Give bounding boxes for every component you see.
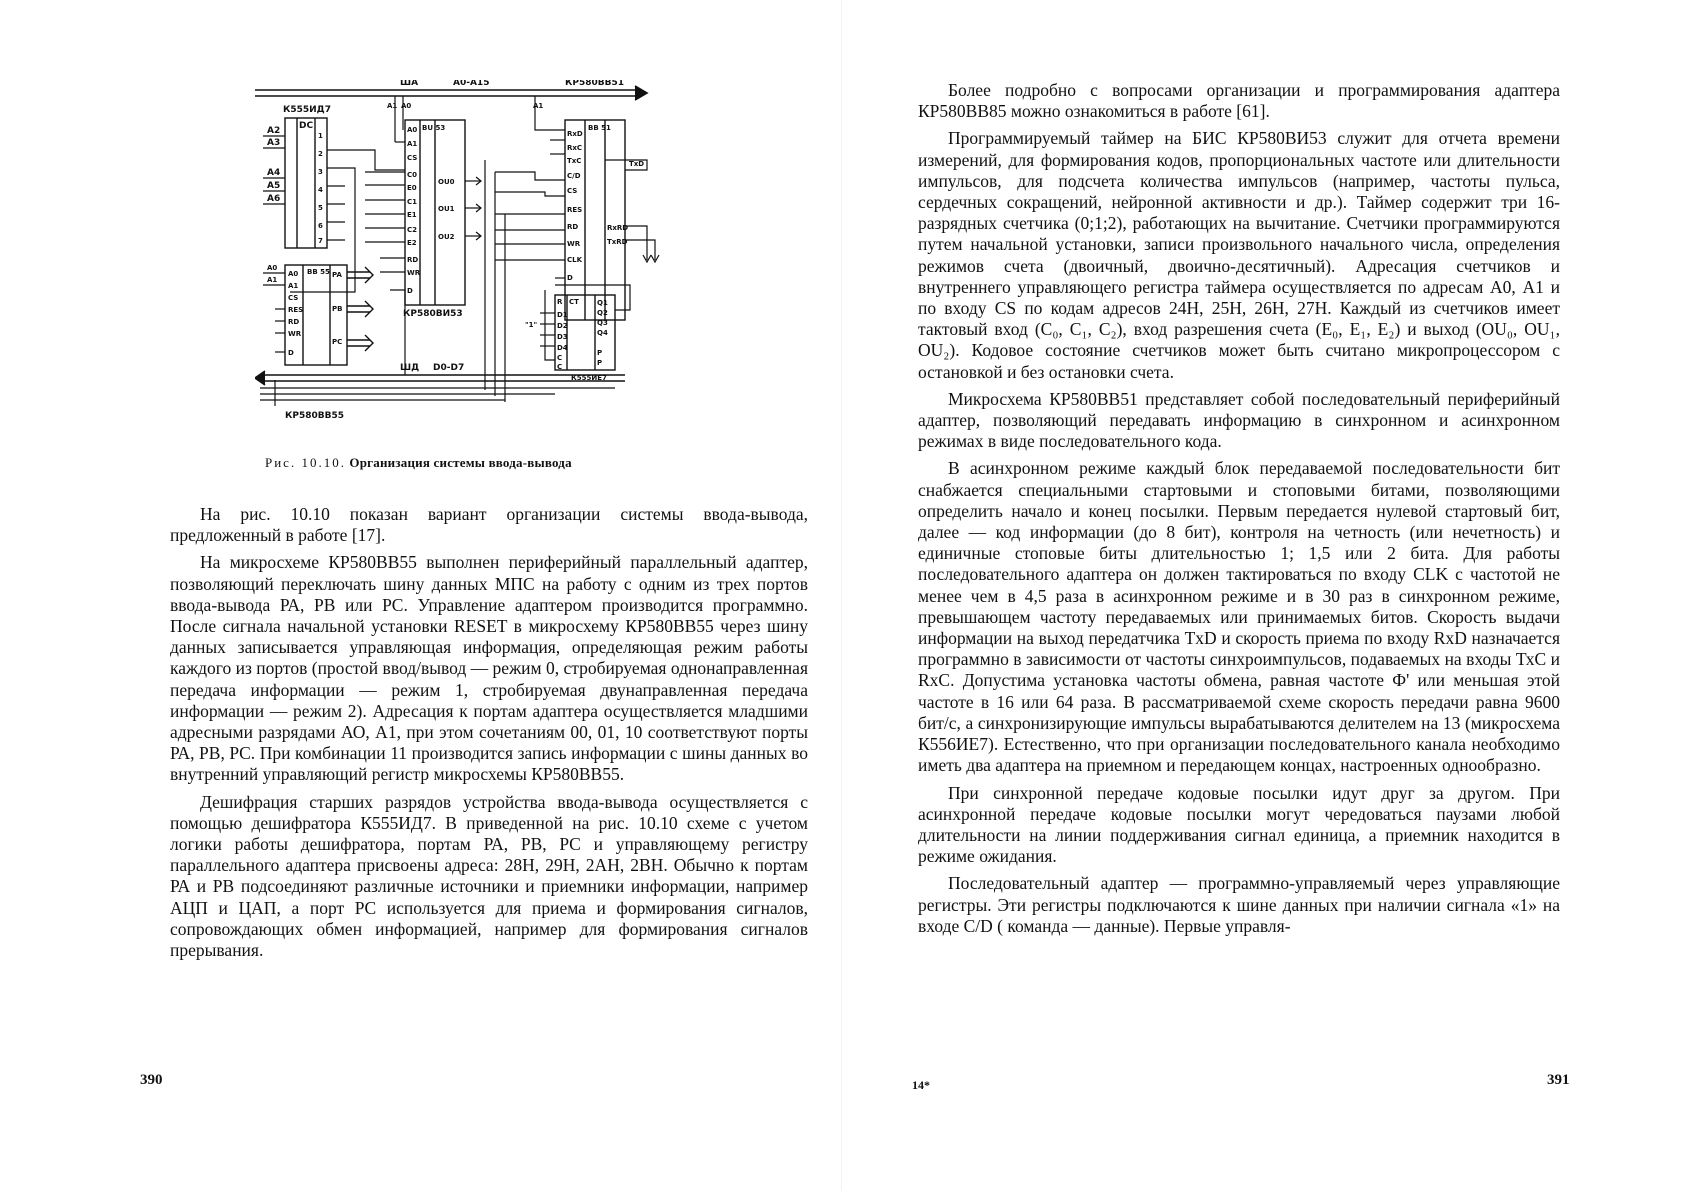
left-page: [0, 0, 841, 1191]
usart-output-rxrd: RxRD: [607, 224, 629, 232]
counter-input-c1: C: [557, 354, 563, 362]
timer-input-c1: C1: [407, 198, 418, 206]
paragraph: Микросхема КР580ВВ51 представляет собой последовательный периферийный адаптер, позволяющий передавать информацию в синхронном и асинхронном режимах в виде последовательного кода.: [918, 388, 1560, 452]
usart-output-txd: TxD: [629, 160, 645, 168]
decoder-input-a6: A6: [267, 194, 281, 204]
counter-function: CT: [569, 298, 579, 306]
usart-input-res: RES: [567, 206, 583, 214]
ppi-input-res: RES: [288, 306, 304, 314]
counter-input-d4: D4: [557, 344, 568, 352]
paragraph: Последовательный адаптер — программно-управляемый через управляющие регистры. Эти регистры подключаются к шине данных при наличии сигнала «1» на входе C/D ( команда — данные). Первые управля-: [918, 873, 1560, 936]
usart-input-rxd: RxD: [567, 130, 583, 138]
ppi-port-pb: PB: [332, 305, 343, 313]
paragraph: Дешифрация старших разрядов устройства ввода-вывода осуществляется с помощью дешифратора К555ИД7. В приведенной на рис. 10.10 схеме с учетом логики работы дешифратора, портам РА, РВ, PC и управляющему регистру параллельного адаптера присвоены адреса: 28Н, 29Н, 2АН, 2ВН. Обычно к портам РА и РВ подсоединяют различные источники и приемники информации, например АЦП и ЦАП, а порт PC используется для приема и формирования сигналов, сопровождающих обмен информацией, например для формирования сигналов прерывания.: [170, 791, 808, 961]
decoder-output-4: 4: [318, 186, 323, 194]
timer-input-d: D: [407, 287, 413, 295]
decoder-input-a4: A4: [267, 168, 281, 178]
figure-caption: [265, 455, 685, 471]
caption-lead: Рис. 10.10.: [265, 455, 346, 470]
decoder-output-2: 2: [318, 150, 323, 158]
decoder-label: К555ИД7: [283, 105, 331, 115]
timer-input-a0: A0: [407, 126, 418, 134]
timer-input-c2: C2: [407, 226, 418, 234]
paragraph: В асинхронном режиме каждый блок передаваемой последовательности бит снабжается специальными стартовыми и стоповыми битами, позволяющими определить начало и конец посылки. Первым передается нулевой стартовый бит, далее — код информации (до 8 бит), контроля на четность (или нечетность) и единичные стоповые биты длительностью 1; 1,5 или 2 бита. Для работы последовательного адаптера он должен тактироваться по входу CLK с частотой не менее чем в 4,5 раза в асинхронном режиме и в 30 раз в синхронном режиме, превышающем частоту передаваемых или принимаемых битов. Скорость выдачи информации на выход передатчика TxD и скорость приема по входу RxD назначается программно в зависимости от частоты синхроимпульсов, подаваемых на входы ТхС и RxC. Допустима установка частоты обмена, равная частоте Ф' или меньшая этой частоте в 16 или 64 раза. В рассматриваемой схеме скорость передачи равна 9600 бит/с, а синхронизирующие импульсы вырабатываются делителем на 13 (микросхема К556ИЕ7). Естественно, что при организации последовательного канала необходимо иметь два адаптера на приемном и передающем концах, настроенных однообразно.: [918, 458, 1560, 776]
ppi-function: BB 55: [307, 268, 330, 276]
ppi-inputs: [288, 270, 303, 357]
decoder-input-a2: A2: [267, 126, 281, 136]
counter-label: К555ИЕ7: [571, 374, 607, 382]
ppi-ports: [332, 271, 342, 346]
page-number-left: 390: [140, 1072, 163, 1088]
right-body-text: [918, 80, 1560, 943]
data-bus-range: D0-D7: [433, 363, 465, 373]
ppi-input-d: D: [288, 349, 294, 357]
caption-text: Организация системы ввода-вывода: [349, 455, 572, 470]
signature-mark: 14*: [912, 1078, 930, 1092]
counter-input-d3: D3: [557, 333, 568, 341]
decoder-outputs: [318, 132, 323, 245]
ppi-input-wr: WR: [288, 330, 302, 338]
left-body-text: [170, 504, 808, 967]
usart-output-txrd: TxRD: [607, 238, 628, 246]
timer-output-ou1: OU1: [438, 205, 455, 213]
decoder-output-5: 5: [318, 204, 323, 212]
ppi-input-rd: RD: [288, 318, 300, 326]
counter-outputs: [597, 299, 608, 367]
decoder-input-a5: A5: [267, 181, 281, 191]
counter-output-q2: Q2: [597, 309, 608, 317]
ppi-bottom-label: КР580ВВ55: [285, 411, 344, 421]
timer-input-rd: RD: [407, 256, 419, 264]
address-bus-label: ША: [400, 80, 419, 88]
timer-input-a1: A1: [407, 140, 418, 148]
timer-output-ou2: OU2: [438, 233, 455, 241]
decoder-output-7: 7: [318, 237, 323, 245]
decoder-output-1: 1: [318, 132, 323, 140]
usart-inputs: [567, 130, 583, 282]
timer-input-wr: WR: [407, 269, 421, 277]
paragraph: На микросхеме КР580ВВ55 выполнен периферийный параллельный адаптер, позволяющий переключать шину данных МПС на работу с одним из трех портов ввода-вывода РА, РВ или PC. Управление адаптером производится программно. После сигнала начальной установки RESET в микросхему КР580ВВ55 через шину данных записывается управляющая информация, определяющая режим работы каждого из портов (простой ввод/вывод — режим 0, стробируемая однонаправленная передача информации — режим 1, стробируемая двунаправленная передача информации — режим 2). Адресация к портам адаптера осуществляется младшими адресными разрядами АО, A1, при этом сочетаниям 00, 01, 10 соответствуют порты РА, РВ, PC. При комбинации 11 производится запись информации с шины данных во внутренний управляющий регистр микросхемы КР580ВВ55.: [170, 552, 808, 785]
ppi-input-a1: A1: [288, 282, 299, 290]
ppi-a1-signal: A1: [267, 276, 278, 284]
timer-input-e2: E2: [407, 239, 417, 247]
const-one-label: "1": [525, 321, 538, 329]
ppi-port-pa: PA: [332, 271, 342, 279]
timer-output-ou0: OU0: [438, 178, 455, 186]
counter-output-q4: Q4: [597, 329, 608, 337]
usart-input-clk: CLK: [567, 256, 583, 264]
usart-function: BB 51: [588, 124, 611, 132]
timer-input-e0: E0: [407, 184, 417, 192]
timer-a0-label: A0: [401, 102, 412, 110]
ppi-input-a0: A0: [288, 270, 299, 278]
timer-inputs: [407, 126, 421, 295]
counter-output-q1: Q1: [597, 299, 608, 307]
page-number-right: 391: [1547, 1072, 1570, 1088]
address-bus: [255, 86, 647, 100]
usart-input-d: D: [567, 274, 573, 282]
counter-inputs: [557, 298, 568, 371]
decoder-inputs: [267, 126, 280, 204]
data-bus: [255, 371, 625, 385]
counter-input-r: R: [557, 298, 563, 306]
circuit-diagram: [255, 80, 695, 450]
counter-input-d2: D2: [557, 322, 568, 330]
usart-top-label: КР580ВВ51: [565, 80, 624, 88]
usart-input-cs: CS: [567, 187, 578, 195]
counter-output-q3: Q3: [597, 319, 608, 327]
ppi-port-pc: PC: [332, 338, 343, 346]
timer-outputs: [438, 178, 455, 241]
decoder-input-a3: A3: [267, 138, 281, 148]
circuit-figure: [255, 80, 695, 450]
usart-input-cd: C/D: [567, 172, 581, 180]
counter-output-p2: P: [597, 359, 603, 367]
timer-label: КР580ВИ53: [403, 309, 463, 319]
paragraph: Программируемый таймер на БИС КР580ВИ53 служит для отчета времени измерений, для формирования кодов, пропорциональных частоте или длительности импульсов, для подсчета количества импульсов (например, частоты пульса, сердечных сокращений, нейронной активности и др.). Таймер содержит три 16-разрядных счетчика (0;1;2), работающих на вычитание. Счетчики программируются путем начальной установки, записи произвольного начального числа, определения режимов счета (двоичный, двоично-десятичный). Адресация счетчиков и внутреннего управляющего регистра таймера осуществляется по адресам А0, A1 и по входу CS по кодам адресов 24Н, 25Н, 26Н, 27Н. Каждый из счетчиков имеет тактовый вход (C₀, C₁, C₂), вход разрешения счета (E₀, E₁, E₂) и выход (OU₀, OU₁, OU₂). Кодовое состояние счетчиков может быть считано микропроцессором с остановкой и без остановки счета.: [918, 128, 1560, 382]
counter-input-c2: C: [557, 363, 563, 371]
decoder-output-3: 3: [318, 168, 323, 176]
paragraph: На рис. 10.10 показан вариант организации системы ввода-вывода, предложенный в работе [17].: [170, 504, 808, 546]
address-bus-range: A0-A15: [453, 80, 490, 88]
right-page: [842, 0, 1683, 1191]
usart-input-rd: RD: [567, 223, 579, 231]
usart-input-wr: WR: [567, 240, 581, 248]
ppi-port-arrows: [347, 267, 373, 351]
usart-input-rxc: RxC: [567, 144, 583, 152]
timer-input-cs: CS: [407, 154, 418, 162]
timer-input-c0: C0: [407, 171, 418, 179]
timer-function: BU 53: [422, 124, 446, 132]
decoder-output-6: 6: [318, 222, 323, 230]
usart-a1-label: A1: [533, 102, 544, 110]
counter-input-d1: D1: [557, 311, 568, 319]
ppi-input-cs: CS: [288, 294, 299, 302]
decoder-function: DC: [299, 121, 314, 131]
paragraph: При синхронной передаче кодовые посылки идут друг за другом. При асинхронной передаче кодовые посылки могут чередоваться паузами любой длительности на линии поддерживания сигнал единица, а приемник находится в режиме ожидания.: [918, 782, 1560, 867]
counter-output-p1: P: [597, 349, 603, 357]
timer-a1-label: A1: [387, 102, 398, 110]
ppi-a0-signal: A0: [267, 264, 278, 272]
ppi-chip: [285, 265, 347, 365]
usart-input-txc: TxC: [567, 157, 582, 165]
paragraph: Более подробно с вопросами организации и программирования адаптера КР580ВВ85 можно ознакомиться в работе [61].: [918, 80, 1560, 122]
timer-input-e1: E1: [407, 211, 417, 219]
data-bus-label: ШД: [400, 363, 420, 373]
